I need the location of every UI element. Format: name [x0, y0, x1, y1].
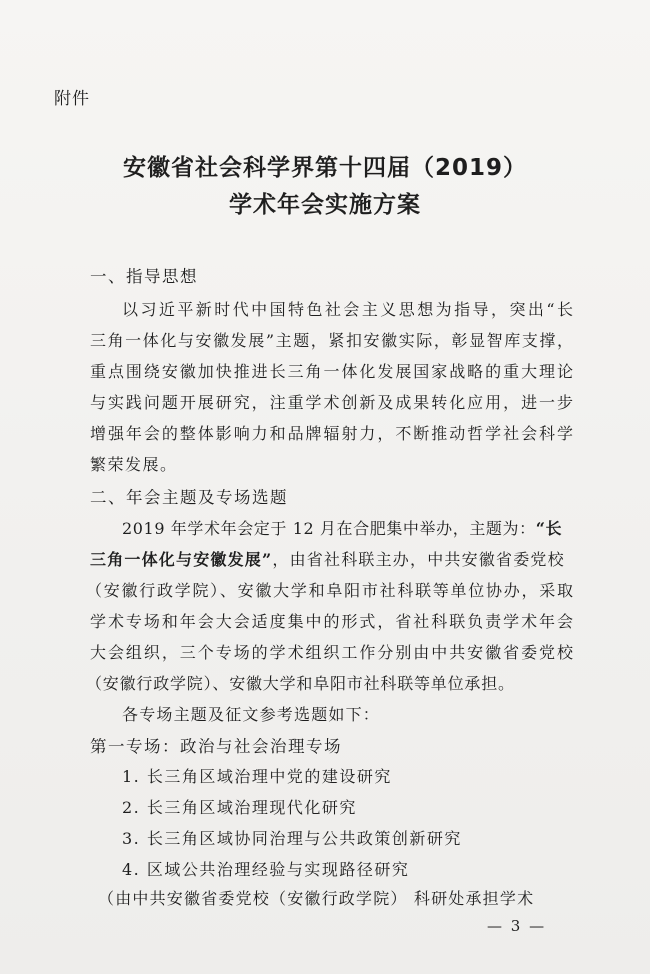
paragraph-line: （安徽行政学院）、安徽大学和阜阳市社科联等单位承担。 [86, 674, 515, 693]
paragraph-line: 增强年会的整体影响力和品牌辐射力，不断推动哲学社会科学 [90, 424, 573, 443]
attachment-label: 附件 [54, 89, 90, 109]
paragraph-line: 与实践问题开展研究，注重学术创新及成果转化应用，进一步 [90, 393, 573, 412]
paragraph-text: ，由省社科联主办，中共安徽省委党校 [272, 550, 565, 569]
document-title-line-2: 学术年会实施方案 [229, 192, 421, 218]
theme-text-emphasis: “长 [535, 519, 563, 538]
paragraph-text: 2019 年学术年会定于 12 月在合肥集中举办，主题为： [122, 519, 536, 538]
topic-item: 4. 区域公共治理经验与实现路径研究 [122, 860, 410, 879]
page-number: — 3 — [487, 917, 547, 935]
paragraph-line [122, 516, 562, 539]
topic-item: 1. 长三角区域治理中党的建设研究 [122, 767, 392, 786]
paragraph-line [90, 547, 565, 570]
paragraph-line: 大会组织，三个专场的学术组织工作分别由中共安徽省委党校 [90, 643, 573, 662]
section-heading-guiding-thought: 一、指导思想 [90, 267, 198, 286]
theme-text-emphasis: 三角一体化与安徽发展” [90, 550, 273, 569]
forum-note: （由中共安徽省委党校（安徽行政学院） 科研处承担学术 [98, 889, 535, 908]
paragraph-line: 繁荣发展。 [90, 455, 178, 474]
paragraph-line: （安徽行政学院）、安徽大学和阜阳市社科联等单位协办，采取 [86, 581, 573, 600]
section-heading-theme-topics: 二、年会主题及专场选题 [90, 488, 288, 507]
topic-item: 3. 长三角区域协同治理与公共政策创新研究 [122, 829, 462, 848]
paragraph-line: 重点围绕安徽加快推进长三角一体化发展国家战略的重大理论 [90, 362, 573, 381]
forum-heading-politics-governance: 第一专场：政治与社会治理专场 [90, 737, 342, 756]
document-title-line-1: 安徽省社会科学界第十四届（2019） [122, 155, 527, 181]
paragraph-line: 三角一体化与安徽发展”主题，紧扣安徽实际，彰显智库支撑， [90, 331, 573, 350]
topic-item: 2. 长三角区域治理现代化研究 [122, 798, 357, 817]
paragraph-line: 学术专场和年会大会适度集中的形式，省社科联负责学术年会 [90, 612, 573, 631]
paragraph-line: 各专场主题及征文参考选题如下： [122, 705, 381, 724]
paragraph-line: 以习近平新时代中国特色社会主义思想为指导，突出“长 [122, 300, 573, 319]
